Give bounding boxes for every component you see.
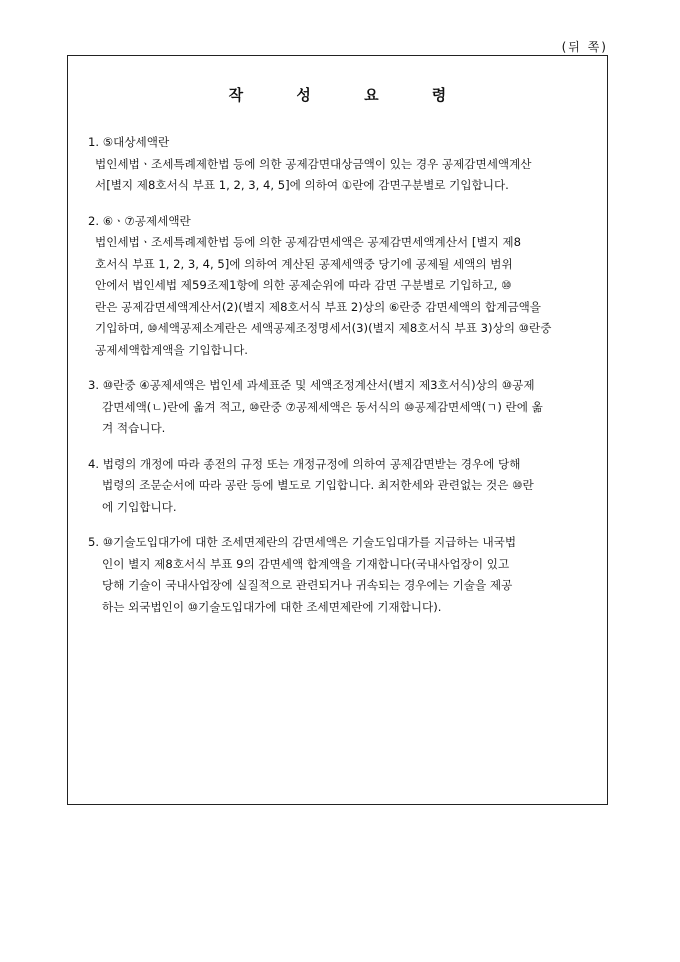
section-text-line: 5. ⑩기술도입대가에 대한 조세면제란의 감면세액은 기술도입대가를 지급하는 내국법 [88, 535, 517, 549]
section-text-line: 서[별지 제8호서식 부표 1, 2, 3, 4, 5]에 의하여 ①란에 감면구분별로 기입합니다. [95, 178, 509, 192]
section-text-line: 하는 외국법인이 ⑩기술도입대가에 대한 조세면제란에 기재합니다). [102, 599, 442, 614]
section-text-line: 호서식 부표 1, 2, 3, 4, 5]에 의하여 계산된 공제세액중 당기에 공제될 세액의 범위 [95, 256, 513, 271]
instructions-content [88, 132, 594, 632]
section-heading: 1. ⑤대상세액란 [88, 135, 170, 149]
section-text-line: 겨 적습니다. [102, 421, 166, 435]
section-text-line: 에 기입합니다. [102, 499, 177, 514]
section-text-line: 감면세액(ㄴ)란에 옮겨 적고, ⑩란중 ⑦공제세액은 동서식의 ⑩공제감면세액(ㄱ) 란에 옮 [102, 399, 543, 414]
section-2 [88, 211, 594, 362]
section-text-line: 3. ⑩란중 ④공제세액은 법인세 과세표준 및 세액조정계산서(별지 제3호서식)상의 ⑩공제 [88, 378, 535, 392]
section-text-line: 공제세액합계액을 기입합니다. [95, 342, 248, 357]
section-text-line: 법인세법ㆍ조세특례제한법 등에 의한 공제감면세액은 공제감면세액계산서 [별지 제8 [95, 235, 521, 249]
section-text-line: 법인세법ㆍ조세특례제한법 등에 의한 공제감면대상금액이 있는 경우 공제감면세액계산 [95, 156, 532, 171]
page-side-label: (뒤 쪽) [561, 40, 608, 54]
section-text-line: 란은 공제감면세액계산서(2)(별지 제8호서식 부표 2)상의 ⑥란중 감면세액의 합계금액을 [95, 299, 542, 314]
section-text-line: 4. 법령의 개정에 따라 종전의 규정 또는 개정규정에 의하여 공제감면받는 경우에 당해 [88, 456, 521, 471]
section-1 [88, 132, 594, 197]
section-5 [88, 532, 594, 618]
section-text-line: 인이 별지 제8호서식 부표 9의 감면세액 합계액을 기재합니다(국내사업장이 있고 [102, 556, 510, 571]
section-text-line: 안에서 법인세법 제59조제1항에 의한 공제순위에 따라 감면 구분별로 기입하고, ⑩ [95, 278, 512, 292]
section-4 [88, 454, 594, 519]
section-text-line: 법령의 조문순서에 따라 공란 등에 별도로 기입합니다. 최저한세와 관련없는 것은 ⑩란 [102, 478, 534, 492]
section-heading: 2. ⑥ㆍ⑦공제세액란 [88, 213, 191, 228]
section-text-line: 기입하며, ⑩세액공제소계란은 세액공제조정명세서(3)(별지 제8호서식 부표 3)상의 ⑩란중 [95, 321, 552, 335]
section-3 [88, 375, 594, 440]
section-text-line: 당해 기술이 국내사업장에 실질적으로 관련되거나 귀속되는 경우에는 기술을 제공 [102, 578, 513, 592]
document-title: 작 성 요 령 [228, 86, 471, 104]
instructions-frame [67, 55, 608, 805]
